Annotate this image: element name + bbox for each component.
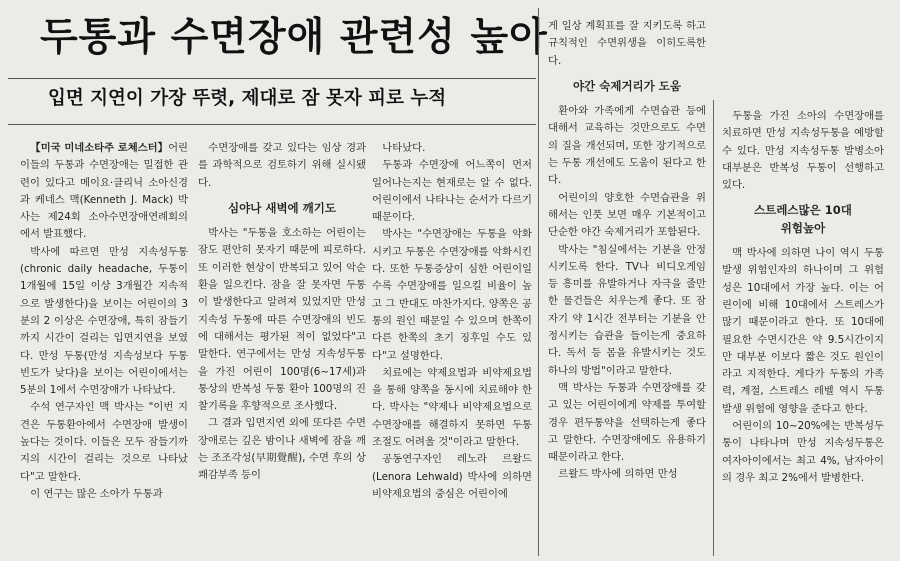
paragraph: 두통과 수면장애 어느쪽이 먼저 일어나는지는 현재로는 알 수 없다. 어린이에서 나타나는 순서가 다르기 때문이다.: [372, 159, 532, 224]
paragraph: 이 연구는 많은 소아가 두통과: [30, 487, 163, 500]
paragraph: 【미국 미네소타주 로체스터】어린이들의 두통과 수면장애는 밀접한 관련이 있다고 메이요·클리닉 소아신경과 케네스 맥(Kenneth J. Mack) 박사는 제24회 소아수면장애연례회의에서 발표했다.: [20, 142, 188, 241]
paragraph: 수면장애를 갖고 있다는 임상 경과를 과학적으로 검토하기 위해 실시됐다.: [198, 142, 366, 189]
paragraph: 박사는 "두통을 호소하는 어린이는 잠도 편안히 못자기 때문에 피로하다. 또 이러한 현상이 반복되고 있어 악순환을 일으킨다. 잠을 잘 못자면 두통이 발생한다고 알려져 있었지만 만성 지속성 두통에 따른 수면장애의 빈도에 대해서는 평가된 적이 없었다"고 말한다. 연구에서는 만성 지속성두통을 가진 어린이 100명(6~17세)과 통상의 반복성 두통 환아 100명의 진찰기록을 후향적으로 조사했다.: [198, 227, 366, 413]
article-subheadline: 입면 지연이 가장 뚜렷, 제대로 잠 못자 피로 누적: [48, 88, 447, 109]
dateline: 【미국 미네소타주 로체스터】: [30, 142, 169, 154]
paragraph: 수석 연구자인 맥 박사는 "이번 지견은 두통환아에서 수면장애 발생이 높다는 것이다. 이들은 모두 잠들기까지의 시간이 걸리는 것으로 나타났다"고 말한다.: [20, 401, 188, 483]
article-headline: 두통과 수면장애 관련성 높아: [40, 14, 548, 60]
paragraph: 맥 박사에 의하면 나이 역시 두통 발생 위험인자의 하나이며 그 위험성은 10대에서 가장 높다. 이는 어린이에 비해 10대에서 스트레스가 많기 때문이라고 한다. 또 10대에 필요한 수면시간은 약 9.5시간이지만 대부분 이보다 짧은 것도 원인이라고 지적한다. 게다가 두통의 가족력, 계절, 스트레스 레벨 역시 두통 발생 위험에 영향을 준다고 한다.: [722, 247, 884, 415]
paragraph: 게 일상 계획표를 잘 지키도록 하고 규칙적인 수면위생을 이히도록한다.: [548, 20, 706, 67]
column-rule: [713, 100, 714, 556]
paragraph: 두통을 가진 소아의 수면장애를 치료하면 만성 지속성두통을 예방할 수 있다. 만성 지속성두통 발병소아 대부분은 반복성 두통이 선행하고 있다.: [722, 110, 884, 192]
subheadline-divider: [8, 124, 536, 125]
paragraph: 어린이의 10~20%에는 반복성두통이 나타나며 만성 지속성두통은 여자아이에서는 최고 4%, 남자아이의 경우 최고 2%에서 발병한다.: [722, 420, 884, 484]
column-rule: [538, 8, 539, 556]
paragraph: 박사에 따르면 만성 지속성두통(chronic daily headache, 두통이 1개월에 15일 이상 3개월간 지속적으로 발생한다)을 보이는 어린이의 3분의 2 이상은 수면장애, 특히 잠들기까지 시간이 걸리는 입면지연을 보였다. 만성 두통(만성 지속성보다 두통 빈도가 낮다)을 보이는 어린이에서는 5분의 1에서 수면장애가 나타났다.: [20, 245, 188, 397]
text-column-3: [372, 140, 532, 503]
paragraph: 맥 박사는 두통과 수면장애를 갖고 있는 어린이에게 약제를 투여할 경우 편두통약을 선택하는게 좋다고 말한다. 수면장애에도 유용하기 때문이라고 한다.: [548, 381, 706, 464]
text-column-5: [722, 108, 884, 487]
section-subhead: 야간 숙제거리가 도움: [573, 78, 681, 93]
paragraph: 환아와 가족에게 수면습관 등에 대해서 교육하는 것만으로도 수면의 질을 개선되며, 또한 장기적으로는 두통 개선에도 도움이 된다고 한다.: [548, 105, 706, 187]
text-column-4: [548, 18, 706, 484]
paragraph: 그 결과 입면지연 외에 또다른 수면장애로는 깊은 밤이나 새벽에 잠을 깨는 조조각성(早期覺醒), 수면 후의 상쾌감부족 등이: [198, 417, 366, 482]
headline-divider: [8, 78, 536, 79]
section-subhead: 심야나 새벽에 깨기도: [228, 200, 336, 215]
paragraph: 공동연구자인 레노라 르왈드(Lenora Lehwald) 박사에 의하면 비약제요법의 중심은 어린이에: [372, 453, 532, 500]
section-subhead: 스트레스많은 10대 위험높아: [754, 203, 852, 235]
text-column-2: [198, 140, 366, 485]
paragraph: 박사는 "침실에서는 기분을 안정시키도록 한다. TV나 비디오게임 등 흥미를 유발하거나 자극을 줄만한 물건들은 치우는게 좋다. 또 잠자기 약 1시간 전부터는 기분을 안정시키는 습관을 들이는게 중요하다. 독서 등 몸을 유발시키는 것도 하나의 방법"이라고 말한다.: [548, 243, 706, 377]
paragraph: 치료에는 약제요법과 비약제요법을 통해 양쪽을 동시에 치료해야 한다. 박사는 "약제나 비약제요법으로 수면장애를 해결하지 못하면 두통 조절도 어려울 것"이라고 말한다.: [372, 366, 532, 449]
text-column-1: [20, 140, 188, 503]
paragraph: 나타났다.: [382, 142, 426, 154]
paragraph: 박사는 "수면장애는 두통을 악화시키고 두통은 수면장애를 악화시킨다. 또한 두통증상이 심한 어린이일수록 수면장애를 일으킬 비율이 높고 그 반대도 마찬가지다. 양쪽은 공통의 원인 때문일 수 있으며 한쪽이 다른 한쪽의 초기 징후일 수도 있다"고 설명한다.: [372, 228, 532, 362]
paragraph: 어린이의 양호한 수면습관을 위해서는 인풋 보면 매우 기본적이고 단순한 야간 숙제거리가 포함된다.: [548, 191, 706, 239]
paragraph: 르왈드 박사에 의하면 만성: [558, 468, 678, 481]
